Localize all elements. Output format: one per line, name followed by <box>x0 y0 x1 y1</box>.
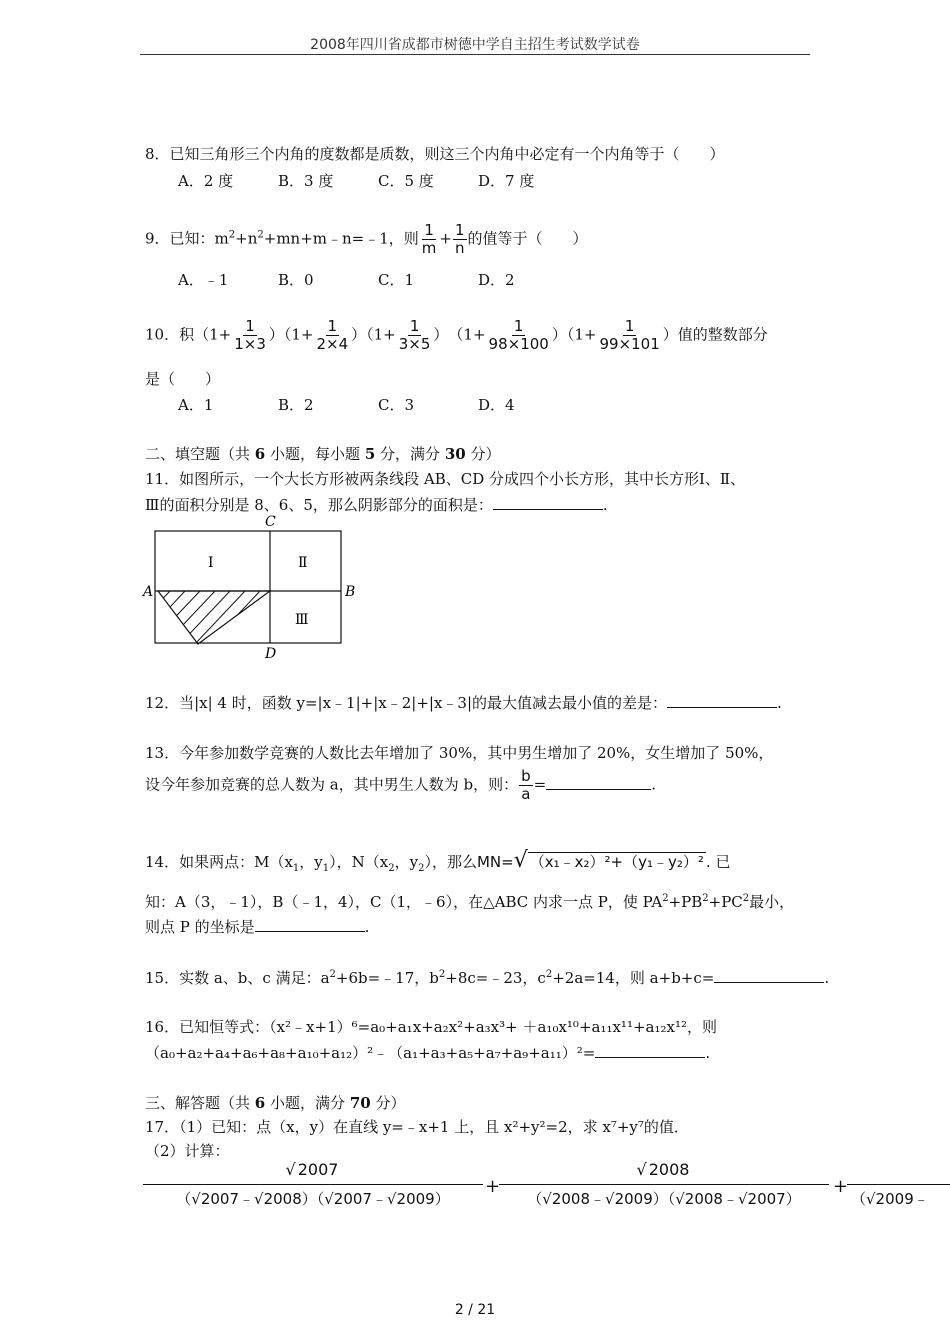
question-15: 15．实数 a、b、c 满足：$a^2+6b=﹣17$，$b^2+8c=﹣23$，$c^2+2a=14$，则 a+b+c= . <box>145 969 830 987</box>
q9-option-d: D．2 <box>478 271 515 289</box>
label-d: D <box>265 646 277 662</box>
fraction-1-over-m: $\frac{1}{m}$ <box>421 221 437 257</box>
answer-blank[interactable] <box>595 1043 705 1058</box>
answer-blank[interactable] <box>714 968 824 983</box>
q9-option-c: C．1 <box>378 271 415 289</box>
question-8-stem: 8．已知三角形三个内角的度数都是质数，则这三个内角中必定有一个内角等于（ ） <box>145 145 725 163</box>
term-2-numerator: √ 2008 <box>636 1160 690 1179</box>
question-11-line2: Ⅲ的面积分别是 8、6、5，那么阴影部分的面积是： . <box>145 496 608 514</box>
term-2-bar <box>499 1184 829 1185</box>
q8-option-b: B．3 度 <box>278 172 334 190</box>
plus-sign-2: + <box>833 1176 849 1197</box>
fraction-b-over-a: $\frac{b}{a}$ <box>521 767 531 803</box>
term-1-bar <box>143 1184 483 1185</box>
question-16-line2: （a₀+a₂+a₄+a₆+a₈+a₁₀+a₁₂）²﹣（a₁+a₃+a₅+a₇+a₉+a₁₁）²= . <box>145 1044 711 1062</box>
question-14-line3: 则点 P 的坐标是 . <box>145 918 370 936</box>
page-header: 2008年四川省成都市树德中学自主招生考试数学试卷 <box>310 37 640 53</box>
answer-blank[interactable] <box>255 917 365 932</box>
term-3-denominator: （√2009﹣ <box>851 1190 929 1208</box>
fraction-98-100: $\frac{1}{98\times 100}$ <box>488 317 549 353</box>
term-1-numerator: √ 2007 <box>285 1160 339 1179</box>
section-2-heading: 二、填空题（共 6 小题，每小题 5 分，满分 30 分） <box>145 445 501 463</box>
plus-sign-1: + <box>485 1176 501 1197</box>
q9-option-b: B．0 <box>278 271 314 289</box>
question-16-line1: 16．已知恒等式：（x²﹣x+1）⁶=a₀+a₁x+a₂x²+a₃x³+ ＋a₁₀x¹⁰+a₁₁x¹¹+a₁₂x¹²，则 <box>145 1018 717 1036</box>
q8-option-a: A．2 度 <box>178 172 234 190</box>
outer-rectangle <box>155 531 341 643</box>
question-17-line2: （2）计算： <box>145 1142 230 1160</box>
q8-option-d: D．7 度 <box>478 172 535 190</box>
answer-blank[interactable] <box>546 775 651 790</box>
section-3-heading: 三、解答题（共 6 小题，满分 70 分） <box>145 1094 406 1112</box>
shaded-triangle <box>158 591 270 644</box>
label-a: A <box>143 584 154 600</box>
q10-option-b: B．2 <box>278 396 314 414</box>
q9-option-a: A．﹣1 <box>178 271 229 289</box>
label-region-2: Ⅱ <box>298 555 308 571</box>
header-rule <box>140 54 810 55</box>
page-number: 2 / 21 <box>454 1302 496 1318</box>
question-12: 12．当|x| 4 时，函数 y=|x﹣1|+|x﹣2|+|x﹣3|的最大值减去最小值的差是： . <box>145 694 782 712</box>
question-10-stem: 10．积（1+ $\frac{1}{1\times 3}$ ）（1+ $\frac{1}{2\times 4}$ ）（1+ $\frac{1}{3\times 5}$ ） （1+ $\frac{1}{98\times 100}$ ）（1+ $\frac{1}{99\times 101}$ ）值的整数部分 <box>145 317 768 353</box>
fraction-3-5: $\frac{1}{3\times 5}$ <box>398 317 431 353</box>
question-13-line1: 13．今年参加数学竞赛的人数比去年增加了 30%，其中男生增加了 20%，女生增加了 50%， <box>145 744 774 762</box>
answer-blank[interactable] <box>667 693 777 708</box>
fraction-99-101: $\frac{1}{99\times 101}$ <box>599 317 660 353</box>
question-10-line2: 是（ ） <box>145 370 221 388</box>
term-3-bar <box>847 1184 950 1185</box>
label-c: C <box>265 514 276 530</box>
hatch-lines <box>150 591 275 644</box>
term-1-denominator: （√2007﹣√2008）（√2007﹣√2009） <box>176 1190 450 1208</box>
question-11-line1: 11．如图所示，一个大长方形被两条线段 AB、CD 分成四个小长方形，其中长方形Ⅰ、Ⅱ、 <box>145 470 746 488</box>
q10-option-c: C．3 <box>378 396 415 414</box>
rectangle-figure <box>140 512 370 662</box>
q10-option-d: D．4 <box>478 396 515 414</box>
question-9-stem: 9．已知：$m^2+n^2+mn+m﹣n=﹣1$，则 $\frac{1}{m}$ + $\frac{1}{n}$ 的值等于（ ） <box>145 221 588 257</box>
label-region-3: Ⅲ <box>295 612 309 628</box>
question-14-line2: 知：A（3，﹣1），B（﹣1，4），C（1，﹣6），在△ABC 内求一点 P，使 $PA^2+PB^2+PC^2$最小， <box>145 893 795 911</box>
fraction-1-over-n: $\frac{1}{n}$ <box>455 221 465 257</box>
question-14-line1: 14．如果两点：$M(x_1$，$y_1$），$N(x_2$，$y_2$），那么MN=√ （x₁﹣x₂）²+（y₁﹣y₂）² . 已 <box>145 848 731 874</box>
distance-radicand: （x₁﹣x₂）²+（y₁﹣y₂）² <box>529 853 704 871</box>
question-13-line2: 设今年参加竞赛的总人数为 a，其中男生人数为 b，则： $\frac{b}{a}$ = . <box>145 767 656 803</box>
fraction-2-4: $\frac{1}{2\times 4}$ <box>316 317 349 353</box>
term-2-denominator: （√2008﹣√2009）（√2008﹣√2007） <box>527 1190 801 1208</box>
label-region-1: Ⅰ <box>208 555 214 571</box>
fraction-1-3: $\frac{1}{1\times 3}$ <box>234 317 266 353</box>
q17-expression <box>143 1160 950 1220</box>
answer-blank[interactable] <box>493 495 603 510</box>
question-17-line1: 17．（1）已知：点（x，y）在直线 y=﹣x+1 上，且 x²+y²=2，求 x⁷+y⁷的值． <box>145 1118 689 1136</box>
q8-option-c: C．5 度 <box>378 172 434 190</box>
q10-option-a: A．1 <box>178 396 214 414</box>
label-b: B <box>345 584 356 600</box>
